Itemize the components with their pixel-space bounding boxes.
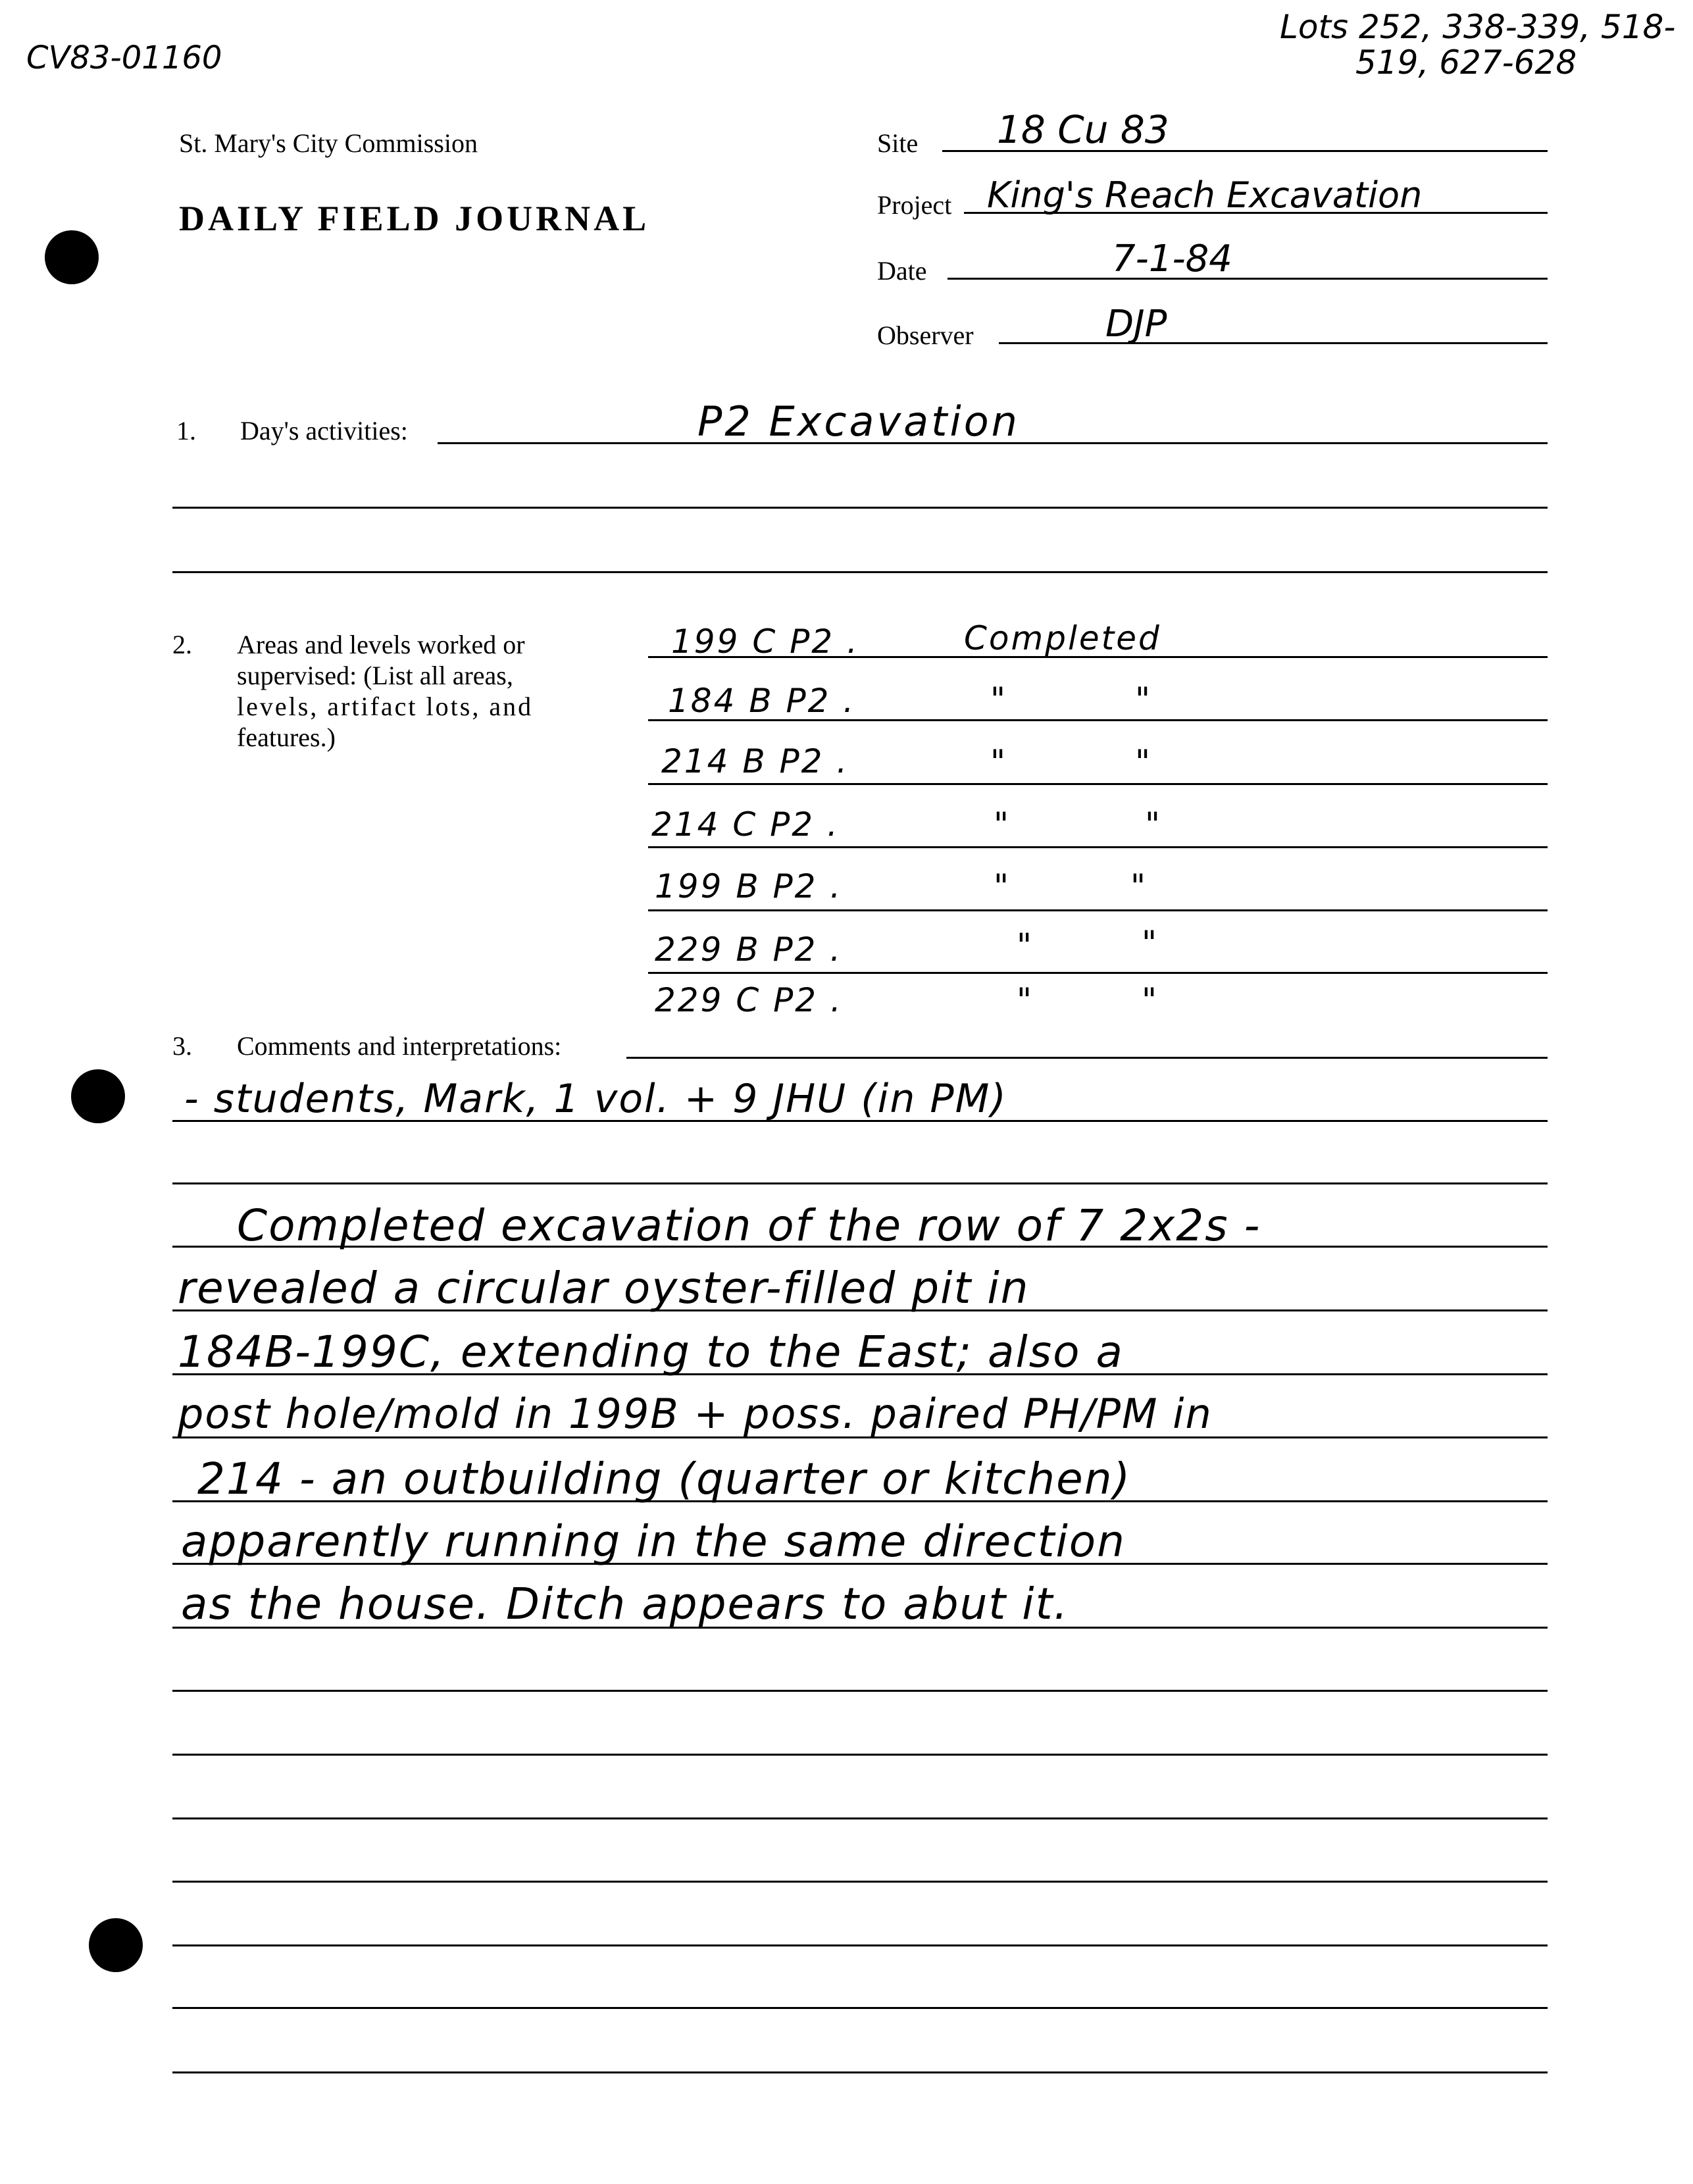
section-2-label-line-4: features.) — [237, 723, 336, 752]
area-entry-7-unit: 229 C P2 . — [655, 981, 843, 1019]
lots-line-2: 519, 627-628 — [1355, 43, 1577, 82]
area-entry-rule-5 — [648, 909, 1548, 911]
comment-line-8: apparently running in the same direction — [181, 1516, 1126, 1567]
area-entry-7-status-1: " — [1017, 981, 1034, 1019]
comment-rule-3 — [172, 1246, 1548, 1248]
organization-name: St. Mary's City Commission — [179, 128, 478, 158]
file-code: CV83-01160 — [26, 39, 222, 76]
area-entry-7-status-2: " — [1142, 981, 1159, 1019]
comment-line-9: as the house. Ditch appears to abut it. — [181, 1579, 1069, 1629]
area-entry-4-unit: 214 C P2 . — [651, 805, 840, 844]
comment-line-5: 184B-199C, extending to the East; also a — [178, 1327, 1124, 1377]
area-entry-5-status-2: " — [1130, 867, 1148, 905]
project-label: Project — [877, 190, 952, 220]
area-entry-rule-6 — [648, 972, 1548, 974]
blank-rule-5 — [172, 1944, 1548, 1946]
area-entry-4-status-2: " — [1145, 805, 1162, 844]
observer-value: DJP — [1105, 303, 1167, 345]
section-1-number: 1. — [176, 416, 196, 445]
area-entry-1-unit: 199 C P2 . — [671, 622, 859, 661]
area-entry-6-status-2: " — [1142, 924, 1159, 962]
area-entry-2-status-1: " — [990, 680, 1007, 719]
area-entry-1-status: Completed — [964, 619, 1161, 657]
area-entry-3-status-1: " — [990, 743, 1007, 781]
section-1-label: Day's activities: — [240, 416, 408, 445]
area-entry-6-unit: 229 B P2 . — [655, 930, 843, 969]
project-value: King's Reach Excavation — [987, 174, 1423, 216]
area-entry-rule-1 — [648, 656, 1548, 658]
date-label: Date — [877, 256, 927, 286]
area-entry-rule-4 — [648, 846, 1548, 848]
date-rule — [948, 278, 1548, 280]
area-entry-2-unit: 184 B P2 . — [668, 682, 856, 720]
section-3-label-rule — [626, 1057, 1548, 1059]
site-label: Site — [877, 128, 919, 158]
area-entry-2-status-2: " — [1135, 680, 1152, 719]
comment-line-4: revealed a circular oyster-filled pit in — [178, 1263, 1030, 1313]
area-entry-5-status-1: " — [994, 867, 1011, 905]
comment-rule-4 — [172, 1309, 1548, 1311]
section-1-value: P2 Excavation — [697, 397, 1020, 445]
section-3-label: Comments and interpretations: — [237, 1031, 562, 1061]
blank-rule-2 — [172, 1754, 1548, 1756]
area-entry-rule-3 — [648, 783, 1548, 785]
section-2-number: 2. — [172, 630, 192, 659]
comment-line-6: post hole/mold in 199B + poss. paired PH/PM in — [178, 1390, 1213, 1438]
date-value: 7-1-84 — [1112, 238, 1232, 280]
page-title: DAILY FIELD JOURNAL — [179, 199, 650, 238]
section-3-number: 3. — [172, 1031, 192, 1061]
area-entry-rule-2 — [648, 719, 1548, 721]
blank-rule-7 — [172, 2071, 1548, 2073]
comment-rule-7 — [172, 1500, 1548, 1502]
comment-rule-1 — [172, 1120, 1548, 1122]
area-entry-4-status-1: " — [994, 805, 1011, 844]
section-1-rule-3 — [172, 571, 1548, 573]
punch-hole-bottom — [89, 1918, 143, 1972]
comment-rule-6 — [172, 1436, 1548, 1438]
area-entry-6-status-1: " — [1017, 927, 1034, 965]
section-1-rule-2 — [172, 507, 1548, 509]
punch-hole-top — [45, 230, 99, 284]
comment-rule-2 — [172, 1182, 1548, 1184]
comment-line-3: Completed excavation of the row of 7 2x2s - — [237, 1200, 1261, 1251]
punch-hole-middle — [71, 1069, 125, 1123]
lots-line-1: Lots 252, 338-339, 518- — [1280, 8, 1676, 46]
observer-label: Observer — [877, 320, 974, 350]
area-entry-5-unit: 199 B P2 . — [655, 867, 843, 905]
area-entry-3-unit: 214 B P2 . — [661, 742, 849, 780]
blank-rule-3 — [172, 1817, 1548, 1819]
comment-rule-9 — [172, 1627, 1548, 1629]
site-value: 18 Cu 83 — [997, 107, 1169, 152]
comment-line-7: 214 - an outbuilding (quarter or kitchen) — [197, 1454, 1132, 1504]
section-2-label-line-1: Areas and levels worked or — [237, 630, 525, 659]
observer-rule — [999, 342, 1548, 344]
section-2-label-line-3: levels, artifact lots, and — [237, 692, 534, 721]
comment-line-1: - students, Mark, 1 vol. + 9 JHU (in PM) — [184, 1076, 1007, 1122]
blank-rule-1 — [172, 1690, 1548, 1692]
blank-rule-4 — [172, 1881, 1548, 1883]
comment-rule-5 — [172, 1373, 1548, 1375]
area-entry-3-status-2: " — [1135, 743, 1152, 781]
blank-rule-6 — [172, 2007, 1548, 2009]
section-2-label-line-2: supervised: (List all areas, — [237, 661, 513, 690]
comment-rule-8 — [172, 1563, 1548, 1565]
